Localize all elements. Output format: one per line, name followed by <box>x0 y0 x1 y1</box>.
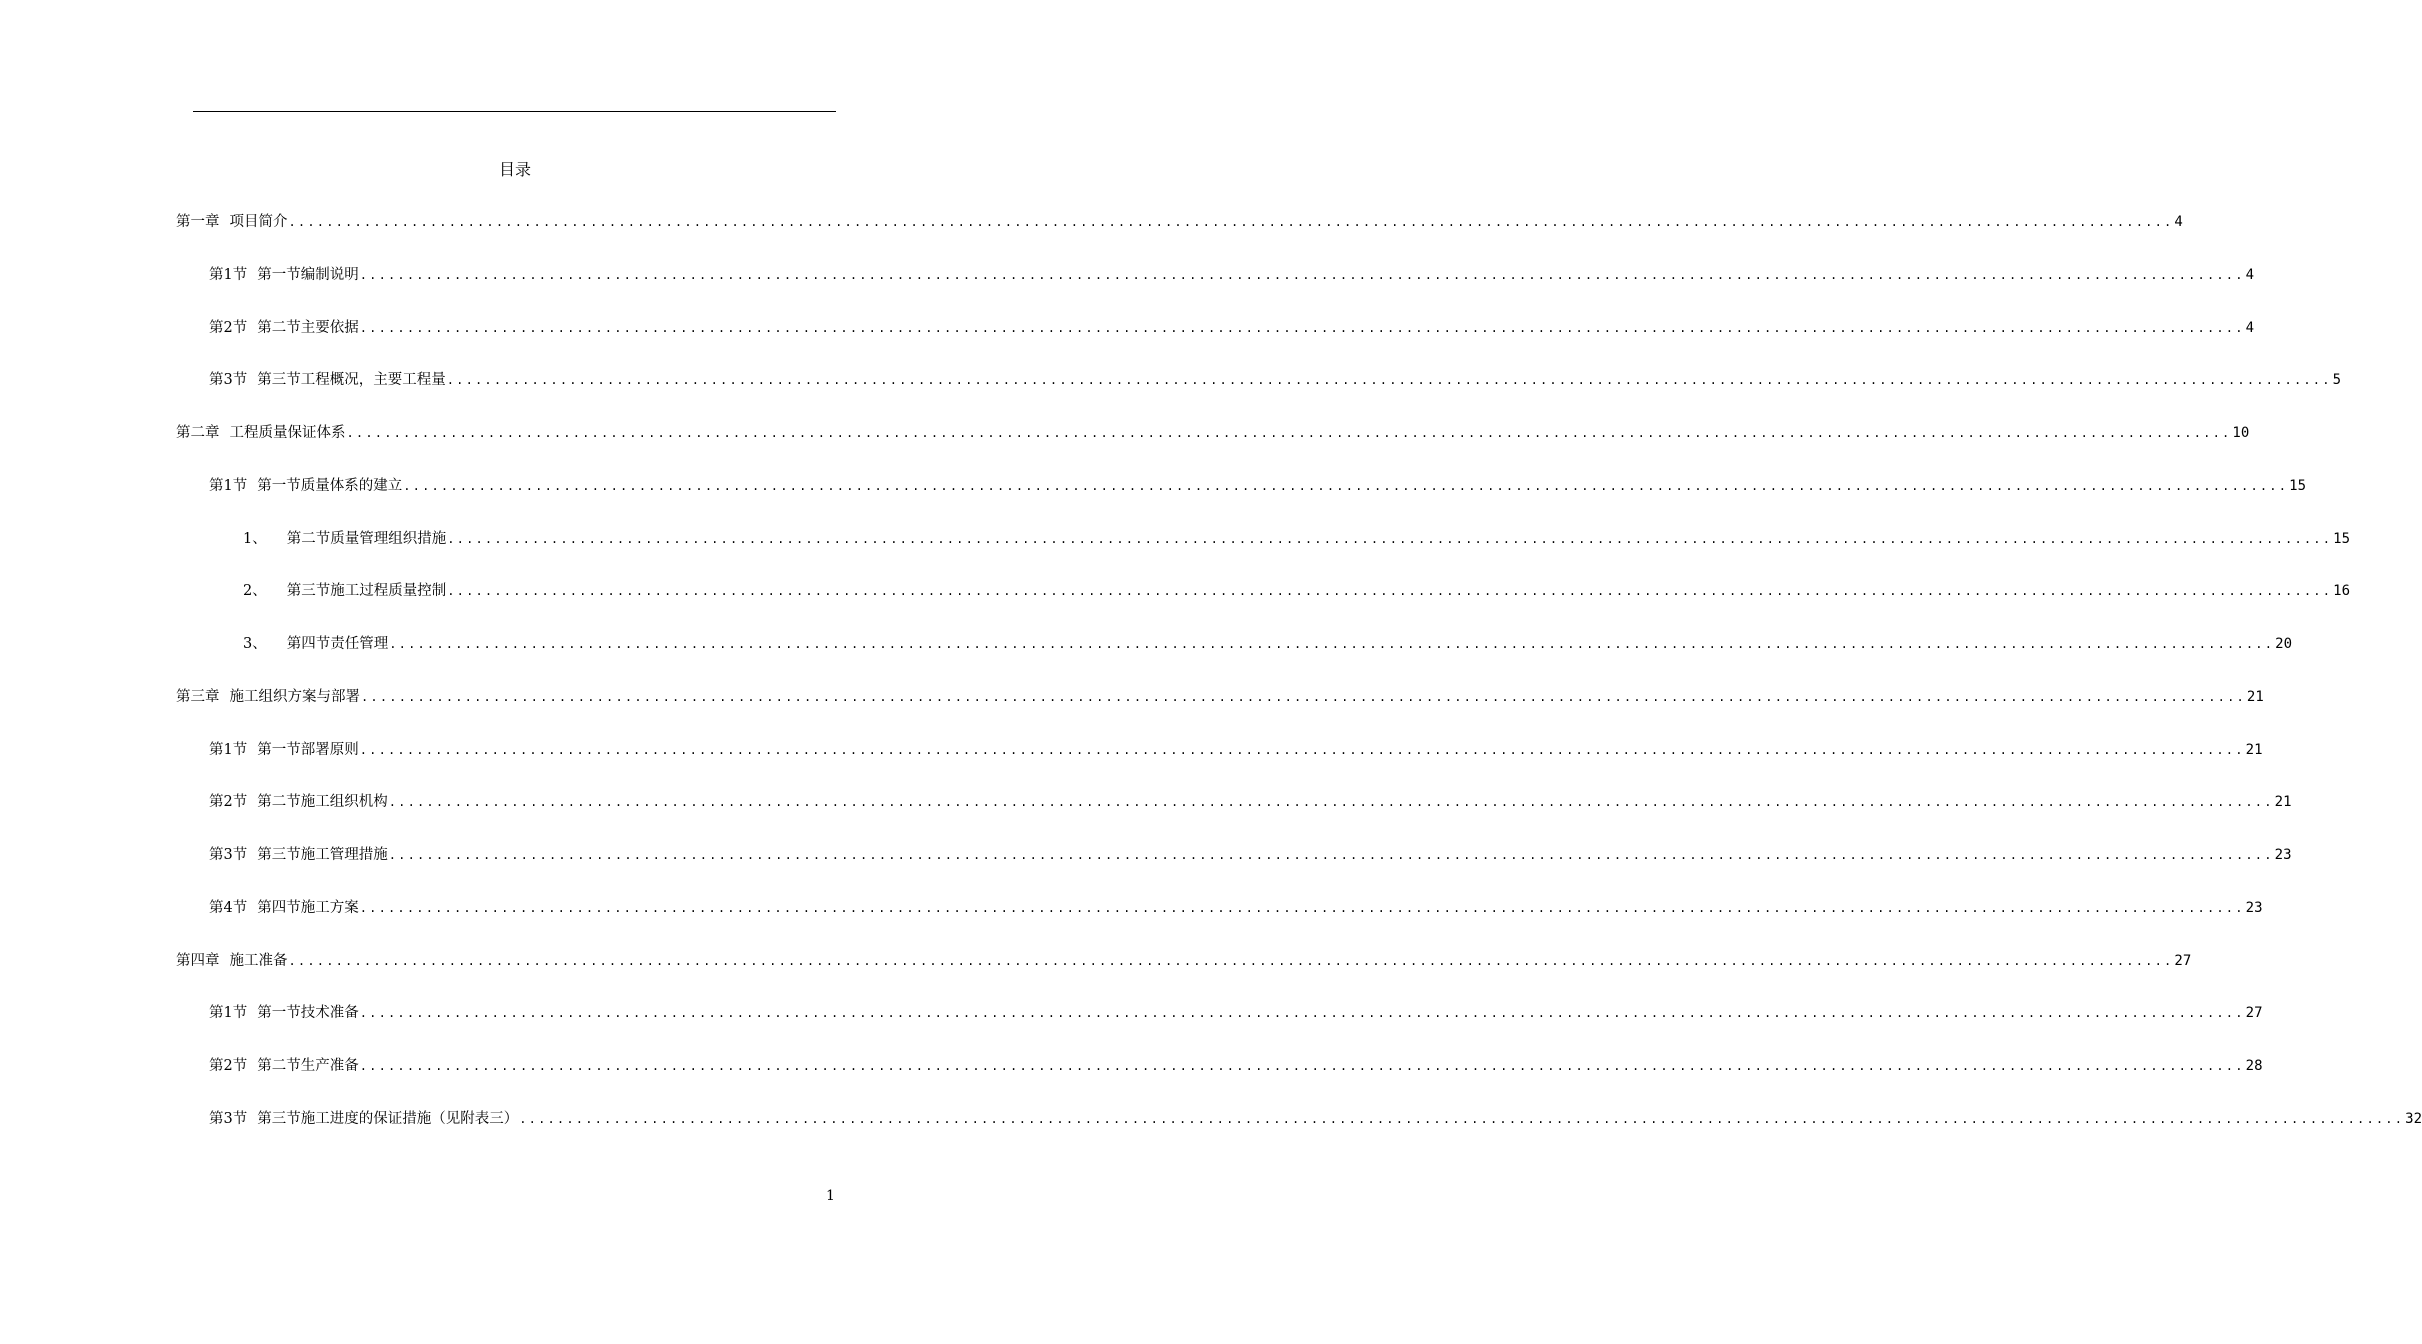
toc-entry-leader: ........................................................................................................................................................................................................ <box>361 689 2246 704</box>
toc-entry-page: 21 <box>2246 688 2264 705</box>
toc-entry-number: 3、 <box>243 636 267 652</box>
toc-entry-page: 15 <box>2289 477 2307 494</box>
toc-entry-label <box>176 686 360 708</box>
toc-entry[interactable] <box>209 1002 2263 1024</box>
toc-entry-page: 21 <box>2274 794 2292 811</box>
toc-entry-leader: ........................................................................................................................................................................................................ <box>359 267 2245 282</box>
toc-entry-page: 10 <box>2232 425 2250 441</box>
toc-entry-text: 工程质量保证体系 <box>229 425 346 441</box>
toc-entry-label <box>209 317 359 339</box>
toc-entry-number: 第1节 <box>209 1005 248 1022</box>
toc-entry[interactable] <box>209 739 2263 761</box>
toc-entry-page: 5 <box>2332 372 2342 389</box>
toc-entry-leader: ........................................................................................................................................................................................................ <box>346 426 2232 440</box>
toc-entry[interactable] <box>209 1055 2263 1077</box>
toc-entry-number: 第四章 <box>176 952 220 969</box>
toc-entry-text: 第一节质量体系的建立 <box>257 477 403 494</box>
toc-entry-page: 21 <box>2245 741 2263 758</box>
toc-entry-leader: ........................................................................................................................................................................................................ <box>519 1111 2405 1126</box>
toc-entry-number: 第2节 <box>209 1058 248 1074</box>
toc-entry-page: 23 <box>2245 899 2263 916</box>
toc-entry-label <box>209 791 388 813</box>
toc-entry[interactable] <box>176 211 2183 233</box>
toc-entry-label <box>176 422 346 444</box>
toc-entry[interactable] <box>176 950 2192 972</box>
toc-entry-label <box>209 264 359 286</box>
toc-entry-leader: ........................................................................................................................................................................................................ <box>446 373 2332 388</box>
toc-entry-leader: ........................................................................................................................................................................................................ <box>388 848 2274 862</box>
toc-entry-number: 第2节 <box>209 794 248 811</box>
toc-entry-leader: ........................................................................................................................................................................................................ <box>447 584 2333 599</box>
toc-entry-label <box>243 580 446 602</box>
toc-entry-number: 第4节 <box>209 899 248 916</box>
toc-entry-page: 15 <box>2333 530 2351 547</box>
toc-entry-page: 32 <box>2405 1110 2422 1127</box>
toc-entry-label <box>176 950 288 972</box>
page-number: 1 <box>826 1188 835 1204</box>
toc-entry-label <box>243 633 388 655</box>
toc-entry-number: 第三章 <box>176 688 220 705</box>
toc-entry-leader: ........................................................................................................................................................................................................ <box>403 478 2289 493</box>
toc-entry-text: 项目简介 <box>229 214 288 230</box>
toc-entry[interactable] <box>209 369 2342 391</box>
toc-entry-number: 第3节 <box>209 1110 248 1127</box>
toc-entry-text: 第三节施工过程质量控制 <box>286 583 447 600</box>
toc-entry-text: 第四节施工方案 <box>257 899 359 916</box>
toc-entry-page: 16 <box>2333 583 2351 600</box>
toc-entry-text: 第三节施工进度的保证措施（见附表三） <box>257 1110 519 1127</box>
toc-entry-leader: ........................................................................................................................................................................................................ <box>359 900 2245 915</box>
toc-entry[interactable] <box>209 264 2255 286</box>
toc-entry-text: 第三节工程概况，主要工程量 <box>257 372 446 389</box>
toc-entry-text: 第二节质量管理组织措施 <box>286 530 447 547</box>
toc-entry[interactable] <box>176 422 2250 444</box>
toc-entry-leader: ........................................................................................................................................................................................................ <box>288 953 2174 968</box>
toc-entry-text: 第一节技术准备 <box>257 1005 359 1022</box>
toc-entry-page: 23 <box>2274 847 2292 863</box>
toc-entry-number: 1、 <box>243 530 267 547</box>
toc-entry-label <box>209 1055 359 1077</box>
toc-entry[interactable] <box>209 897 2263 919</box>
toc-entry-leader: ........................................................................................................................................................................................................ <box>359 1006 2245 1021</box>
toc-entry-leader: ........................................................................................................................................................................................................ <box>359 1059 2245 1073</box>
toc-entry[interactable] <box>243 633 2293 655</box>
toc-entry-leader: ........................................................................................................................................................................................................ <box>447 531 2333 546</box>
toc-entry-label <box>209 369 446 391</box>
toc-entry[interactable] <box>209 475 2307 497</box>
toc-entry-text: 第一节部署原则 <box>257 741 359 758</box>
toc-entry-label <box>209 475 402 497</box>
toc-entry[interactable] <box>209 791 2292 813</box>
toc-entry[interactable] <box>209 1108 2422 1130</box>
toc-entry-label <box>243 528 446 550</box>
toc-entry[interactable] <box>176 686 2264 708</box>
toc-entry-text: 施工准备 <box>229 952 288 969</box>
toc-entry-page: 4 <box>2174 214 2183 230</box>
toc-entry-leader: ........................................................................................................................................................................................................ <box>359 320 2245 335</box>
toc-entry-label <box>209 844 388 866</box>
toc-entry-number: 第1节 <box>209 477 248 494</box>
toc-entry-label <box>176 211 288 233</box>
toc-entry[interactable] <box>209 844 2292 866</box>
toc-entry[interactable] <box>243 580 2351 602</box>
toc-entry-text: 第二节主要依据 <box>257 319 359 336</box>
toc-entry-label <box>209 739 359 761</box>
toc-entry-number: 第3节 <box>209 372 248 389</box>
toc-entry-label <box>209 1002 359 1024</box>
toc-entry-leader: ........................................................................................................................................................................................................ <box>288 215 2174 229</box>
toc-entry-page: 27 <box>2245 1005 2263 1022</box>
toc-entry-text: 第四节责任管理 <box>286 636 389 652</box>
toc-entry-text: 第三节施工管理措施 <box>257 847 388 863</box>
toc-entry-number: 第一章 <box>176 214 220 230</box>
toc-entry-leader: ........................................................................................................................................................................................................ <box>359 742 2245 757</box>
toc-entry-number: 第3节 <box>209 847 248 863</box>
toc-entry-number: 第2节 <box>209 319 248 336</box>
toc-entry-text: 第二节生产准备 <box>257 1058 359 1074</box>
toc-entry-label <box>209 1108 518 1130</box>
toc-entry-text: 第一节编制说明 <box>257 266 359 283</box>
toc-entry-page: 4 <box>2245 266 2255 283</box>
toc-entry[interactable] <box>209 317 2255 339</box>
toc-title: 目录 <box>498 160 531 179</box>
toc-entry-leader: ........................................................................................................................................................................................................ <box>389 637 2275 651</box>
toc-entry-page: 28 <box>2245 1058 2263 1074</box>
toc-entry-text: 施工组织方案与部署 <box>229 688 360 705</box>
toc-entry-leader: ........................................................................................................................................................................................................ <box>388 795 2274 810</box>
toc-entry-page: 4 <box>2245 319 2255 336</box>
toc-entry-page: 27 <box>2174 952 2192 969</box>
toc-entry-page: 20 <box>2275 636 2293 652</box>
toc-entry-number: 第二章 <box>176 425 220 441</box>
toc-entry-number: 2、 <box>243 583 267 600</box>
toc-entry-number: 第1节 <box>209 741 248 758</box>
toc-entry-number: 第1节 <box>209 266 248 283</box>
toc-entry-label <box>209 897 359 919</box>
toc-entry-text: 第二节施工组织机构 <box>257 794 388 811</box>
toc-entry[interactable] <box>243 528 2351 550</box>
